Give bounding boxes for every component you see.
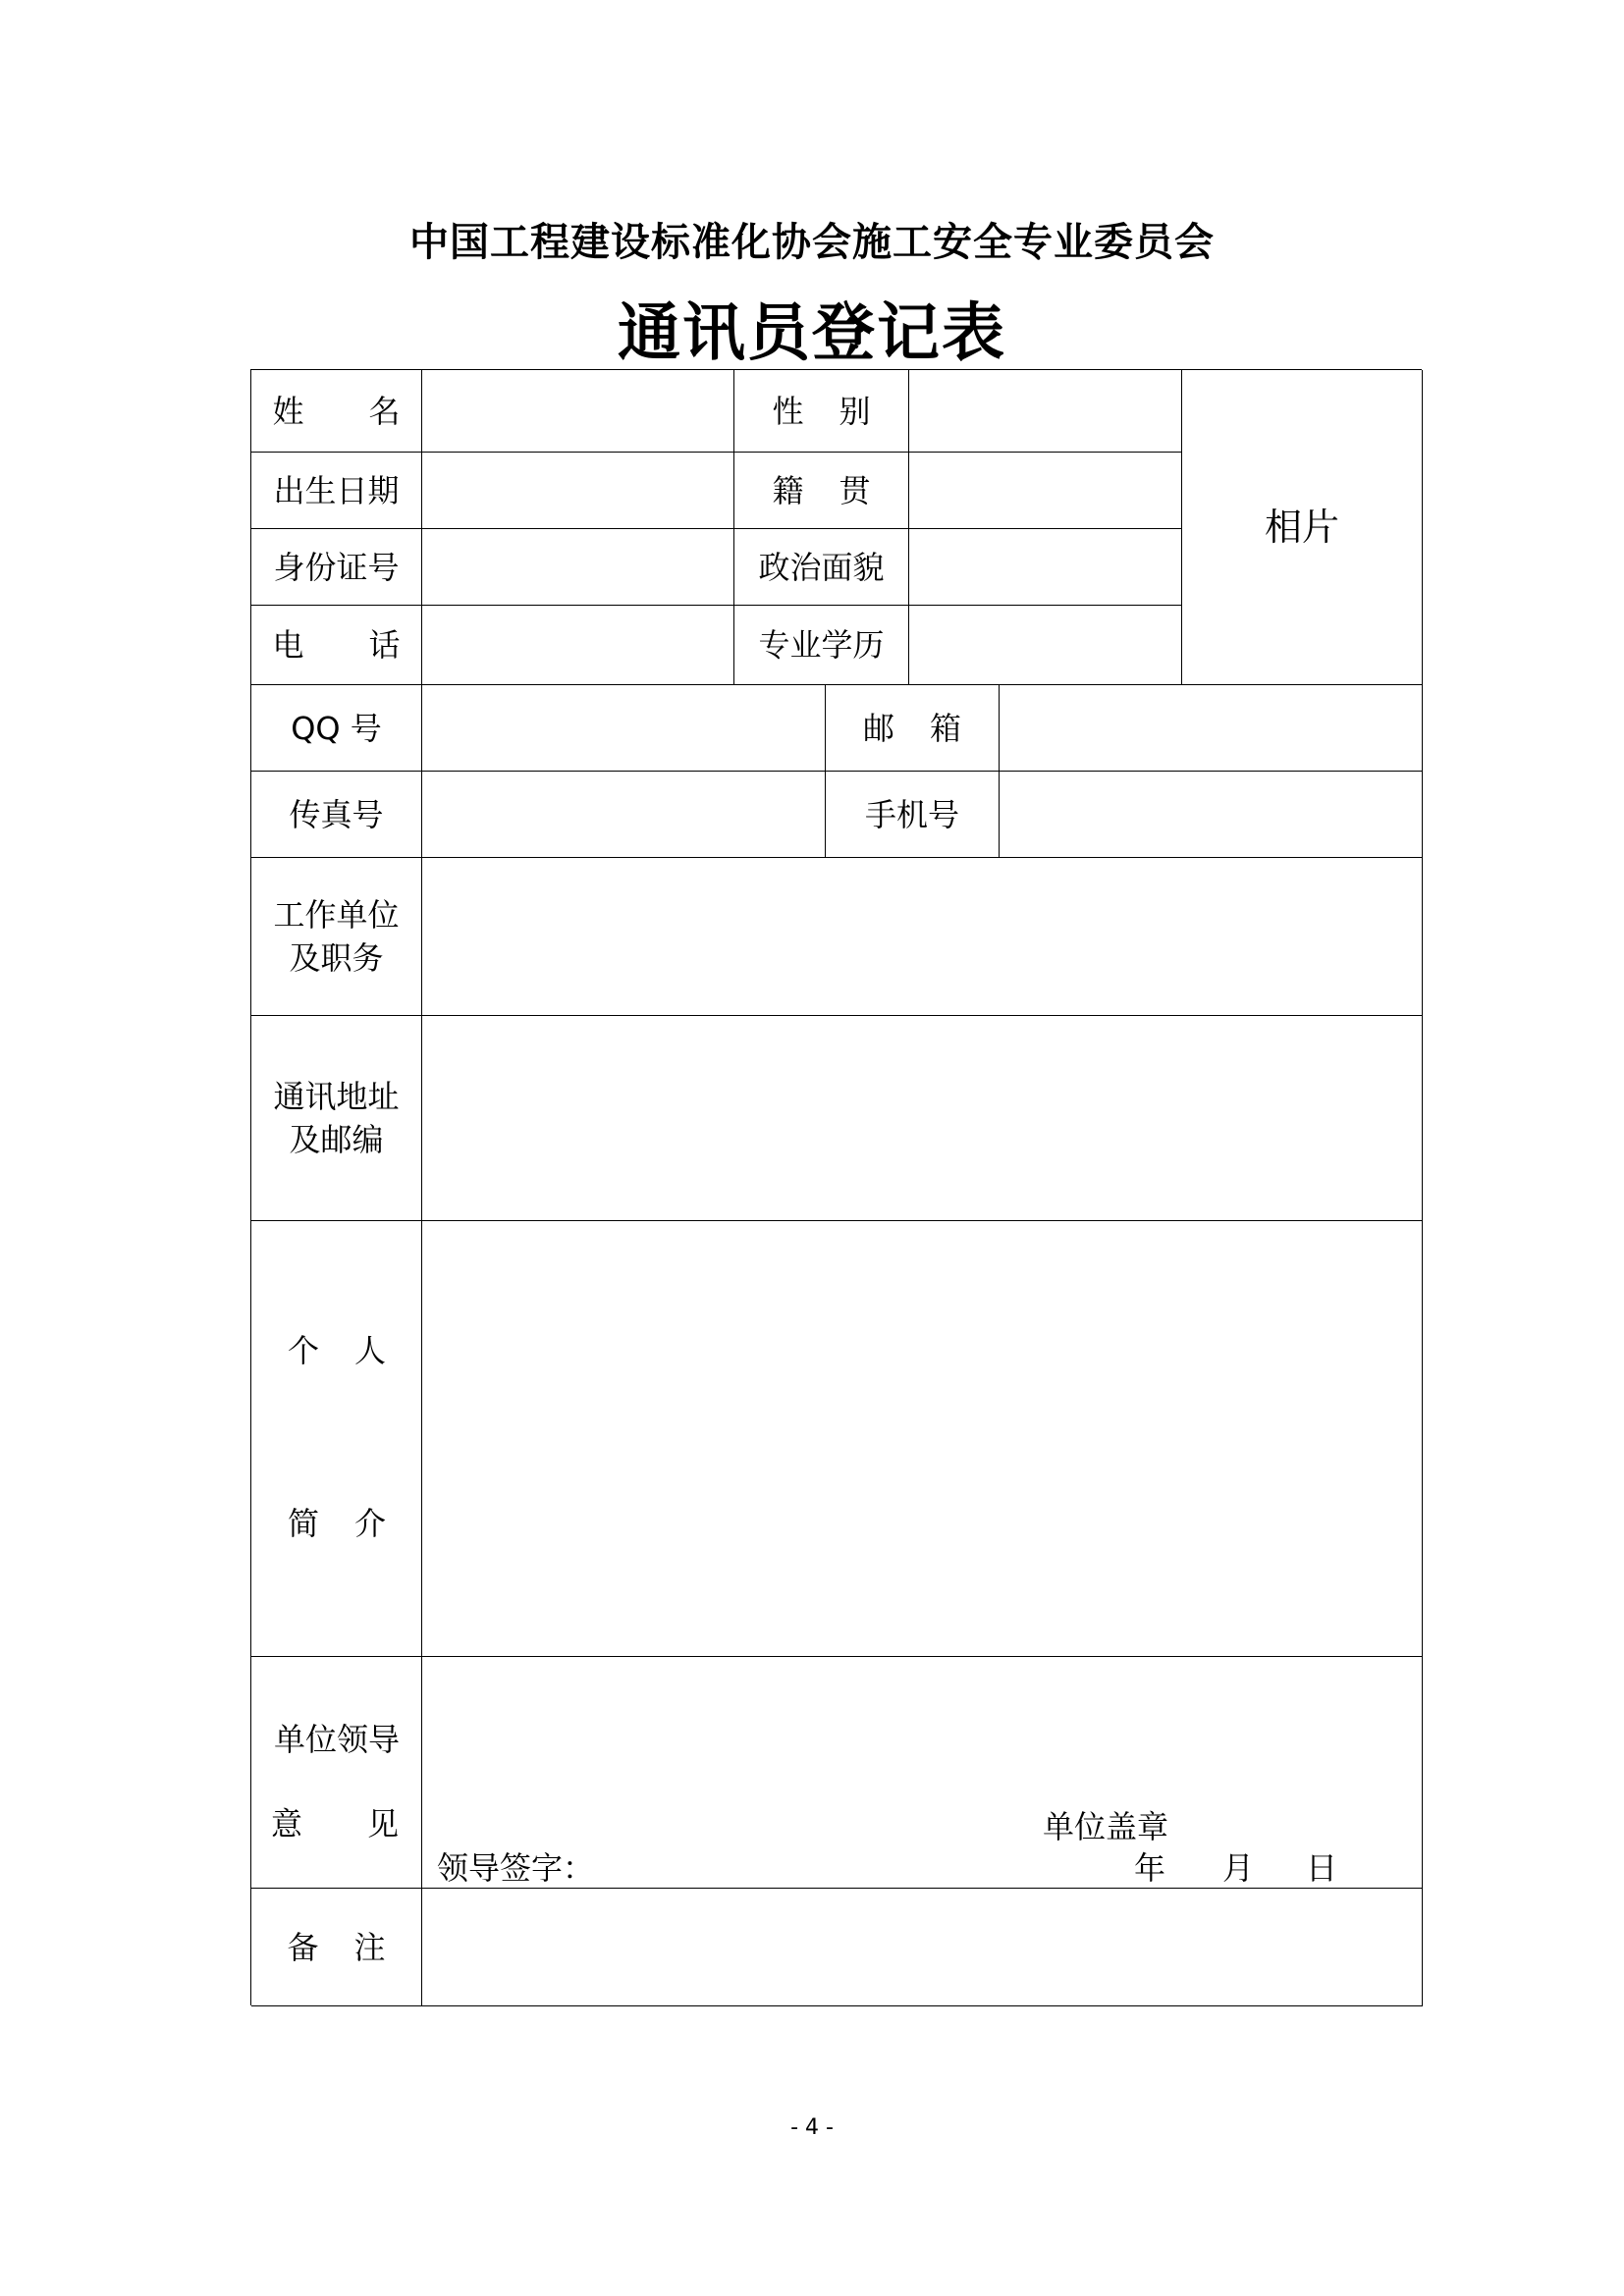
gender-input-cell[interactable]: [909, 370, 1182, 453]
phone-label-char-1: 电: [272, 626, 304, 664]
remarks-label-cell: [251, 1889, 422, 2006]
mobile-label: 手机号: [864, 795, 959, 833]
photo-cell[interactable]: [1182, 370, 1423, 685]
unit-seal-label: 单位盖章: [1043, 1808, 1169, 1845]
fax-label-cell: [251, 772, 422, 858]
name-label-char-2: 名: [368, 392, 401, 430]
birthdate-label: 出生日期: [273, 471, 400, 509]
id-number-input-cell[interactable]: [422, 529, 734, 606]
leader-opinion-input-cell[interactable]: [422, 1657, 1423, 1889]
email-label-cell: [826, 685, 1000, 772]
leader-signature-label: 领导签字：: [437, 1849, 595, 1887]
leader-opinion-label-line-1: 单位领导: [273, 1721, 400, 1758]
mobile-label-cell: [826, 772, 1000, 858]
native-place-label-char-2: 贯: [839, 471, 871, 509]
date-day-label: 日: [1306, 1849, 1338, 1887]
phone-label-char-2: 话: [368, 626, 401, 664]
gender-label-char-2: 别: [839, 392, 871, 430]
photo-label: 相片: [1264, 506, 1339, 549]
phone-input-cell[interactable]: [422, 606, 734, 685]
organization-title: 中国工程建设标准化协会施工安全专业委员会: [409, 220, 1215, 265]
political-status-label-cell: [734, 529, 909, 606]
gender-label-char-1: 性: [772, 392, 804, 430]
native-place-input-cell[interactable]: [909, 453, 1182, 529]
qq-label: QQ 号: [291, 709, 382, 747]
political-status-label: 政治面貌: [758, 548, 885, 586]
bio-label-cell: [251, 1221, 422, 1657]
leader-opinion-char-2: 见: [366, 1805, 399, 1842]
political-status-input-cell[interactable]: [909, 529, 1182, 606]
work-unit-label-line-2: 及职务: [289, 939, 384, 977]
id-number-label: 身份证号: [273, 548, 400, 586]
address-label-line-1: 通讯地址: [273, 1078, 400, 1115]
fax-label: 传真号: [289, 795, 384, 833]
date-year-label: 年: [1134, 1849, 1166, 1887]
form-title: 通讯员登记表: [618, 296, 1006, 370]
id-number-label-cell: [251, 529, 422, 606]
address-label-line-2: 及邮编: [289, 1121, 384, 1158]
name-input-cell[interactable]: [422, 370, 734, 453]
work-unit-label-line-1: 工作单位: [273, 896, 400, 934]
email-label-char-2: 箱: [929, 709, 961, 747]
birthdate-label-cell: [251, 453, 422, 529]
leader-opinion-label-cell: [251, 1657, 422, 1889]
phone-label-cell: [251, 606, 422, 685]
gender-label-cell: [734, 370, 909, 453]
bio-label-char-4: 介: [353, 1505, 386, 1542]
native-place-label-char-1: 籍: [772, 471, 804, 509]
leader-opinion-char-1: 意: [271, 1805, 303, 1842]
mobile-input-cell[interactable]: [1000, 772, 1423, 858]
major-education-label-cell: [734, 606, 909, 685]
date-month-label: 月: [1222, 1849, 1255, 1887]
qq-input-cell[interactable]: [422, 685, 826, 772]
native-place-label-cell: [734, 453, 909, 529]
email-input-cell[interactable]: [1000, 685, 1423, 772]
page-number: - 4 -: [790, 2115, 834, 2140]
name-label-cell: [251, 370, 422, 453]
bio-label-char-3: 简: [288, 1505, 320, 1542]
remarks-label-char-1: 备: [287, 1928, 319, 1966]
bio-input-cell[interactable]: [422, 1221, 1423, 1657]
birthdate-input-cell[interactable]: [422, 453, 734, 529]
remarks-input-cell[interactable]: [422, 1889, 1423, 2006]
name-label-char-1: 姓: [272, 392, 304, 430]
email-label-char-1: 邮: [863, 709, 895, 747]
fax-input-cell[interactable]: [422, 772, 826, 858]
bio-label-char-2: 人: [353, 1332, 386, 1369]
major-education-input-cell[interactable]: [909, 606, 1182, 685]
major-education-label: 专业学历: [758, 626, 885, 664]
registration-form-table: [250, 369, 1422, 2005]
address-input-cell[interactable]: [422, 1016, 1423, 1221]
address-label-cell: [251, 1016, 422, 1221]
qq-label-cell: [251, 685, 422, 772]
bio-label-char-1: 个: [288, 1332, 320, 1369]
work-unit-label-cell: [251, 858, 422, 1016]
work-unit-input-cell[interactable]: [422, 858, 1423, 1016]
remarks-label-char-2: 注: [353, 1928, 386, 1966]
